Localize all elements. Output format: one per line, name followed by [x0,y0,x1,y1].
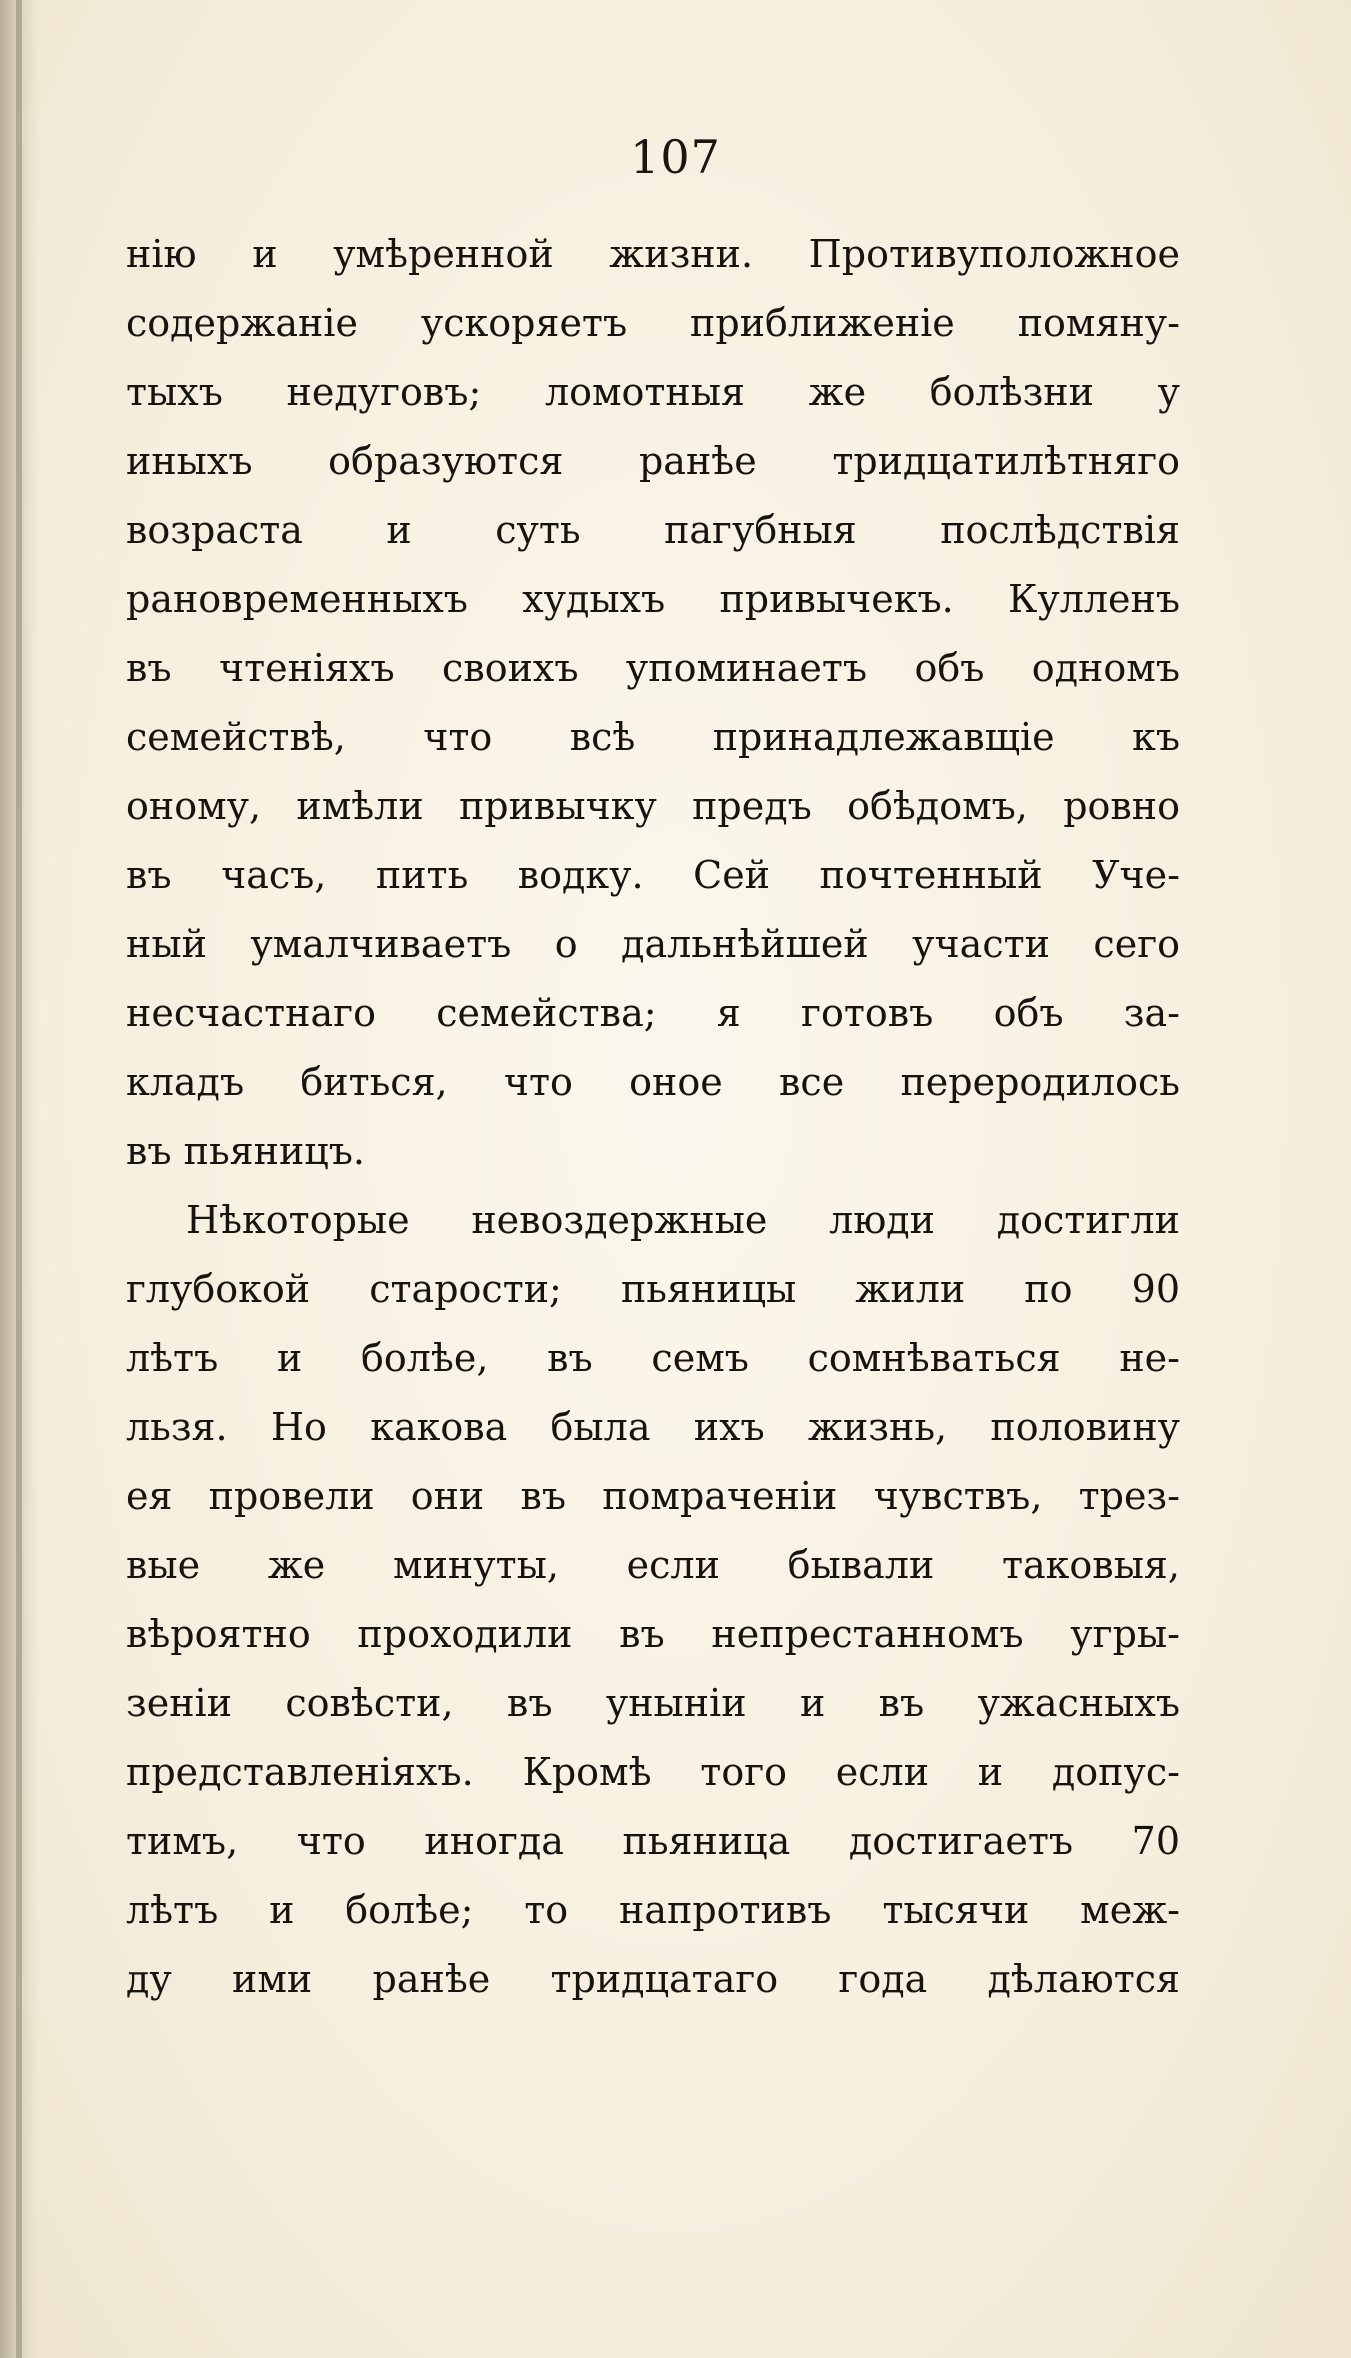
text-line: лѣтъ и болѣе; то напротивъ тысячи меж- [126,1888,1180,1932]
text-line: вые же минуты, если бывали таковыя, [126,1543,1180,1587]
body-text [126,220,1180,2014]
text-line: тимъ, что иногда пьяница достигаетъ 70 [126,1819,1180,1863]
paragraph-start-line: Нѣкоторые невоздержные люди достигли [186,1198,1180,1242]
text-line: глубокой старости; пьяницы жили по 90 [126,1267,1180,1311]
text-line: представленіяхъ. Кромѣ того если и допус- [126,1750,1180,1794]
paragraph-end-line: въ пьяницъ. [126,1129,365,1173]
text-line: иныхъ образуются ранѣе тридцатилѣтняго [126,439,1180,483]
text-line: содержаніе ускоряетъ приближеніе помяну- [126,301,1180,345]
text-line: кладъ биться, что оное все переродилось [126,1060,1180,1104]
text-line: ный умалчиваетъ о дальнѣйшей участи сего [126,922,1180,966]
page-spine-edge [16,0,22,2358]
page-number: 107 [630,130,721,184]
text-line: ея провели они въ помраченіи чувствъ, трез- [126,1474,1180,1518]
text-line: нію и умѣренной жизни. Противуположное [126,232,1180,276]
text-line: льзя. Но какова была ихъ жизнь, половину [126,1405,1180,1449]
text-line: тыхъ недуговъ; ломотныя же болѣзни у [126,370,1180,414]
text-line: возраста и суть пагубныя послѣдствія [126,508,1180,552]
text-line: несчастнаго семейства; я готовъ объ за- [126,991,1180,1035]
text-line: ду ими ранѣе тридцатаго года дѣлаются [126,1957,1180,2001]
text-line: въ чтеніяхъ своихъ упоминаетъ объ одномъ [126,646,1180,690]
text-line: семействѣ, что всѣ принадлежавщіе къ [126,715,1180,759]
text-line: рановременныхъ худыхъ привычекъ. Кулленъ [126,577,1180,621]
text-line: лѣтъ и болѣе, въ семъ сомнѣваться не- [126,1336,1180,1380]
text-line: вѣроятно проходили въ непрестанномъ угры- [126,1612,1180,1656]
text-line: оному, имѣли привычку предъ обѣдомъ, ровно [126,784,1180,828]
text-line: въ часъ, пить водку. Сей почтенный Уче- [126,853,1180,897]
text-line: зеніи совѣсти, въ уныніи и въ ужасныхъ [126,1681,1180,1725]
